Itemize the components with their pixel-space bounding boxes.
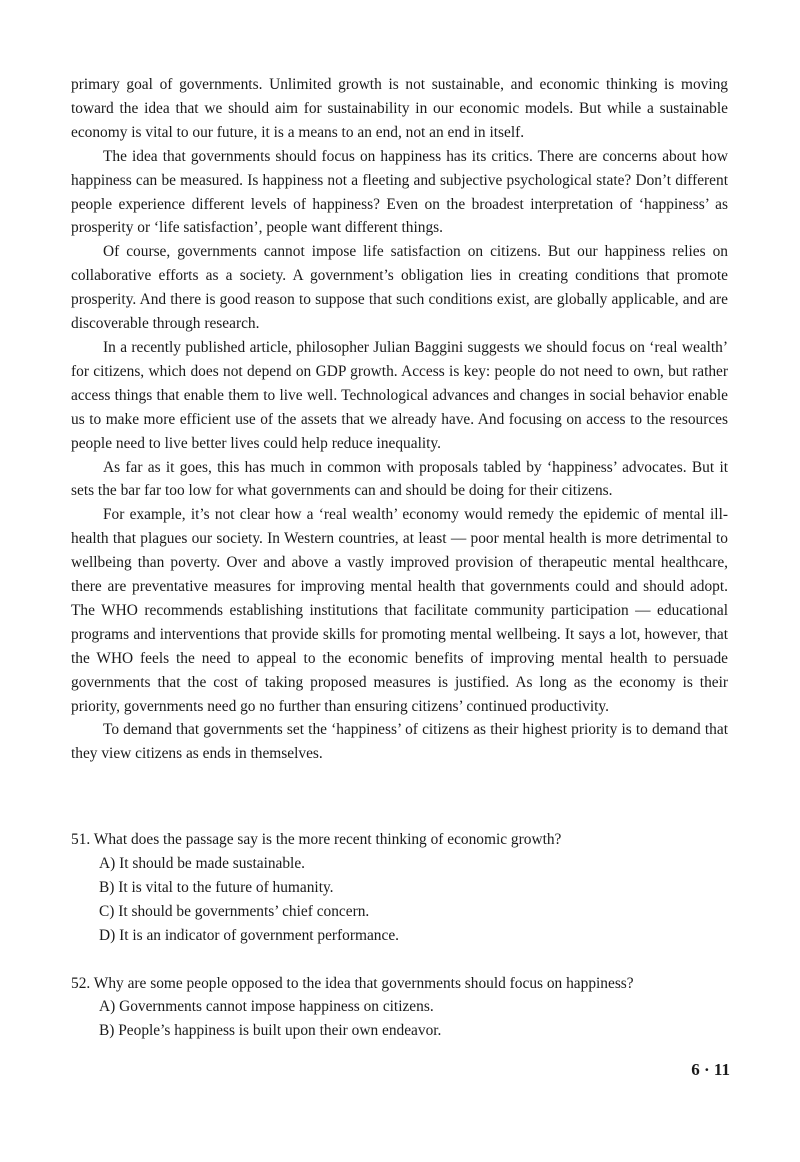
question-51 bbox=[71, 828, 728, 948]
passage-paragraph-3: Of course, governments cannot impose life satisfaction on citizens. But our happiness relies on collaborative efforts as a society. A government’s obligation lies in creating conditions that promote prosperity. And there is good reason to suppose that such conditions exist, are globally applicable, and are discoverable through research. bbox=[71, 243, 728, 333]
option-c: C) It should be governments’ chief concern. bbox=[99, 902, 370, 920]
question-52 bbox=[71, 972, 728, 1044]
passage-paragraph-1: primary goal of governments. Unlimited growth is not sustainable, and economic thinking is moving toward the idea that we should aim for sustainability in our economic models. But while a sustainable economy is vital to our future, it is a means to an end, not an end in itself. bbox=[71, 76, 728, 141]
page-number: 6 · 11 bbox=[691, 1060, 730, 1079]
passage-paragraph-6: For example, it’s not clear how a ‘real wealth’ economy would remedy the epidemic of mental ill-health that plagues our society. In Western countries, at least — poor mental health is more detrimental to wellbeing than poverty. Over and above a vastly improved provision of therapeutic mental healthcare, there are preventative measures for improving mental health that governments could and should adopt. The WHO recommends establishing institutions that facilitate community participation — educational programs and interventions that provide skills for promoting mental wellbeing. It says a lot, however, that the WHO feels the need to appeal to the economic benefits of improving mental health to persuade governments that the cost of taking proposed measures is justified. As long as the economy is their priority, governments need go no further than ensuring citizens’ continued productivity. bbox=[71, 506, 728, 715]
passage-paragraph-5: As far as it goes, this has much in common with proposals tabled by ‘happiness’ advocates. But it sets the bar far too low for what governments can and should be doing for their citizens. bbox=[71, 458, 728, 500]
reading-passage bbox=[71, 73, 728, 766]
option-a: A) Governments cannot impose happiness on citizens. bbox=[99, 998, 434, 1016]
question-stem: 51. What does the passage say is the more recent thinking of economic growth? bbox=[71, 831, 562, 848]
question-stem: 52. Why are some people opposed to the idea that governments should focus on happiness? bbox=[71, 974, 634, 992]
option-b: B) People’s happiness is built upon their own endeavor. bbox=[99, 1022, 442, 1040]
passage-paragraph-4: In a recently published article, philosopher Julian Baggini suggests we should focus on ‘real wealth’ for citizens, which does not depend on GDP growth. Access is key: people do not need to own, but rather access things that enable them to live well. Technological advances and changes in social behavior enable us to make more efficient use of the assets that we already have. And focusing on access to the resources people need to live better lives could help reduce inequality. bbox=[71, 338, 728, 452]
passage-paragraph-2: The idea that governments should focus on happiness has its critics. There are concerns about how happiness can be measured. Is happiness not a fleeting and subjective psychological state? Don’t different people experience different levels of happiness? Even on the broadest interpretation of ‘happiness’ as prosperity or ‘life satisfaction’, people want different things. bbox=[71, 147, 728, 237]
option-b: B) It is vital to the future of humanity. bbox=[99, 878, 334, 896]
option-d: D) It is an indicator of government performance. bbox=[99, 926, 400, 944]
option-a: A) It should be made sustainable. bbox=[99, 854, 306, 872]
passage-paragraph-7: To demand that governments set the ‘happiness’ of citizens as their highest priority is to demand that they view citizens as ends in themselves. bbox=[71, 721, 728, 763]
question-list bbox=[71, 828, 728, 1043]
